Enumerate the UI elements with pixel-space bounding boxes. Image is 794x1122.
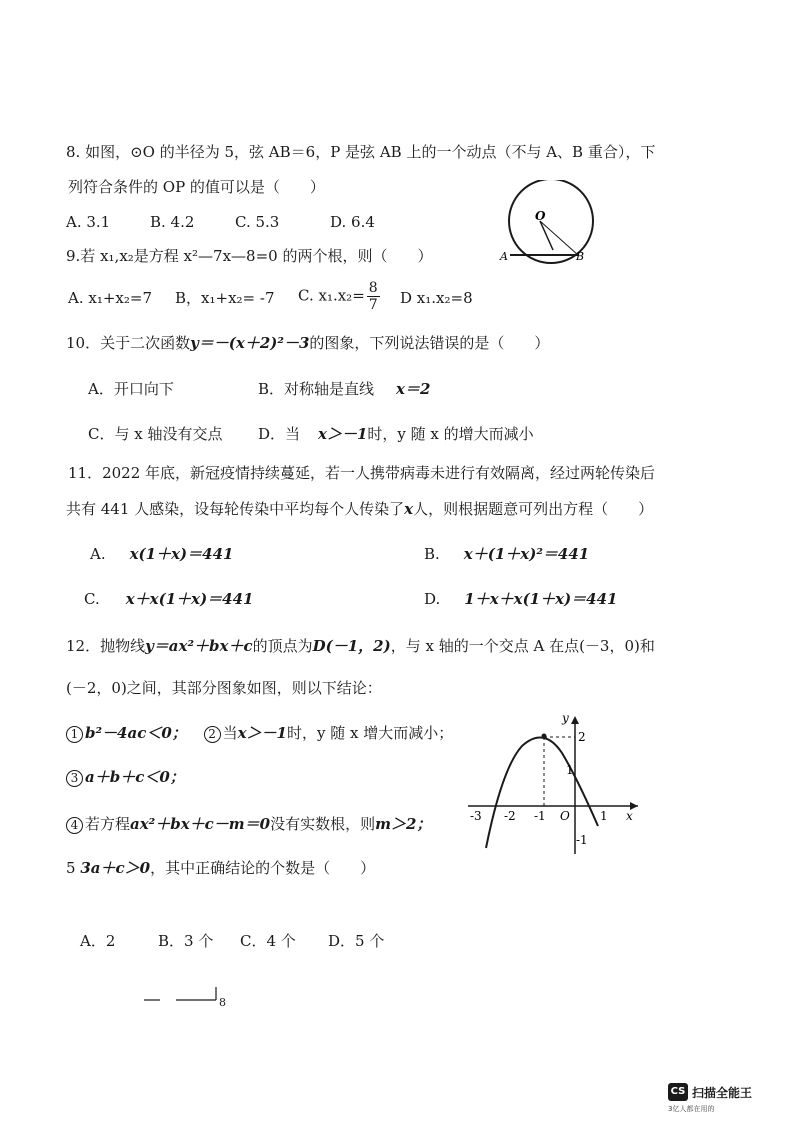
segment-ob: [540, 221, 578, 255]
x-tick-1: 1: [600, 809, 608, 823]
circled-4: 4: [66, 817, 83, 834]
q12-line2: (－2，0)之间，其部分图象如图，则以下结论：: [66, 679, 382, 697]
q11-line1: 11．2022 年底，新冠疫情持续蔓延，若一人携带病毒未进行有效隔离，经过两轮传染后: [68, 464, 656, 482]
y-tick-1: 1: [566, 763, 574, 777]
scanner-logo: [668, 1083, 752, 1101]
label-o: O: [535, 209, 546, 223]
origin-label: O: [560, 809, 570, 823]
q11-option-d: D. 1＋x＋x(1＋x)＝441: [424, 590, 618, 608]
q8-option-a: A. 3.1: [66, 213, 111, 231]
y-tick-neg1: -1: [576, 833, 588, 847]
q8-option-d: D. 6.4: [330, 213, 375, 231]
y-axis-arrow: [571, 716, 579, 724]
y-axis-label: y: [562, 711, 569, 725]
q8-option-b: B. 4.2: [150, 213, 195, 231]
q10-option-a: A．开口向下: [88, 380, 174, 398]
parabola-curve: [486, 737, 598, 848]
q9-option-d: D x₁.x₂=8: [400, 289, 473, 307]
q12-option-a: A．2: [80, 932, 116, 950]
q9-stem: 9.若 x₁,x₂是方程 x²—7x—8=0 的两个根，则（ ）: [66, 247, 433, 265]
brand-tagline: 3亿人都在用的: [668, 1105, 715, 1113]
circled-2: 2: [204, 726, 221, 743]
label-a: A: [500, 250, 508, 263]
q10-stem: 10．关于二次函数y＝－(x＋2)²－3的图象，下列说法错误的是（ ）: [66, 334, 550, 352]
q11-line2: 共有 441 人感染，设每轮传染中平均每个人传染了x人，则根据题意可列出方程（ ）: [66, 500, 654, 518]
stray-mark-text: 8: [219, 996, 226, 1009]
q9-option-a: A. x₁+x₂=7: [68, 289, 152, 307]
q8-option-c: C. 5.3: [235, 213, 280, 231]
q12-conclusion-4: 4 若方程ax²＋bx＋c－m＝0没有实数根，则m＞2；: [66, 814, 431, 834]
q12-option-c: C．4 个: [240, 932, 296, 950]
x-tick-neg3: -3: [470, 809, 482, 823]
q12-option-d: D．5 个: [328, 932, 385, 950]
q8-line2: 列符合条件的 OP 的值可以是（ ）: [68, 178, 325, 196]
q12-line1: 12．抛物线y＝ax²＋bx＋c的顶点为D(－1，2)，与 x 轴的一个交点 A 在点(－3，0)和: [66, 637, 655, 655]
q10-option-c: C．与 x 轴没有交点: [88, 425, 223, 443]
vertex-point: [542, 734, 547, 739]
x-tick-neg2: -2: [504, 809, 516, 823]
q9-option-c: C. x₁.x₂= $\frac{8}{7}$: [298, 280, 378, 313]
q9-c-fraction: $\frac{8}{7}$: [368, 280, 378, 313]
q12-parabola-graph: [462, 708, 644, 858]
q12-option-b: B．3 个: [158, 932, 214, 950]
x-tick-neg1: -1: [534, 809, 546, 823]
q12-conclusion-5: 5 3a＋c＞0，其中正确结论的个数是（ ）: [66, 859, 376, 877]
label-b: B: [576, 250, 585, 263]
q8-line1: 8. 如图，⊙O 的半径为 5，弦 AB＝6，P 是弦 AB 上的一个动点（不与 A、B 重合），下: [66, 143, 656, 161]
q12-conclusion-3: 3 a＋b＋c＜0；: [66, 767, 185, 787]
cs-logo-icon: CS: [668, 1083, 688, 1101]
q10-option-d: D．当 x＞－1时，y 随 x 的增大而减小: [258, 425, 534, 443]
x-axis-label: x: [626, 809, 633, 823]
segment-op: [540, 221, 553, 250]
q10-option-b: B．对称轴是直线 x＝2: [258, 380, 431, 398]
q8-circle-figure: [496, 180, 606, 270]
q11-option-a: A. x(1＋x)＝441: [90, 545, 234, 563]
q12-conclusion-1-2: 1 b²－4ac＜0； 2 当x＞－1时，y 随 x 增大而减小；: [66, 723, 453, 743]
q11-option-c: C. x＋x(1＋x)＝441: [84, 590, 254, 608]
q11-option-b: B. x＋(1＋x)²＝441: [424, 545, 590, 563]
y-tick-2: 2: [578, 730, 586, 744]
circled-3: 3: [66, 770, 83, 787]
q9-option-b: B，x₁+x₂= -7: [175, 289, 275, 307]
brand-name: 扫描全能王: [692, 1085, 753, 1100]
circled-1: 1: [66, 726, 83, 743]
